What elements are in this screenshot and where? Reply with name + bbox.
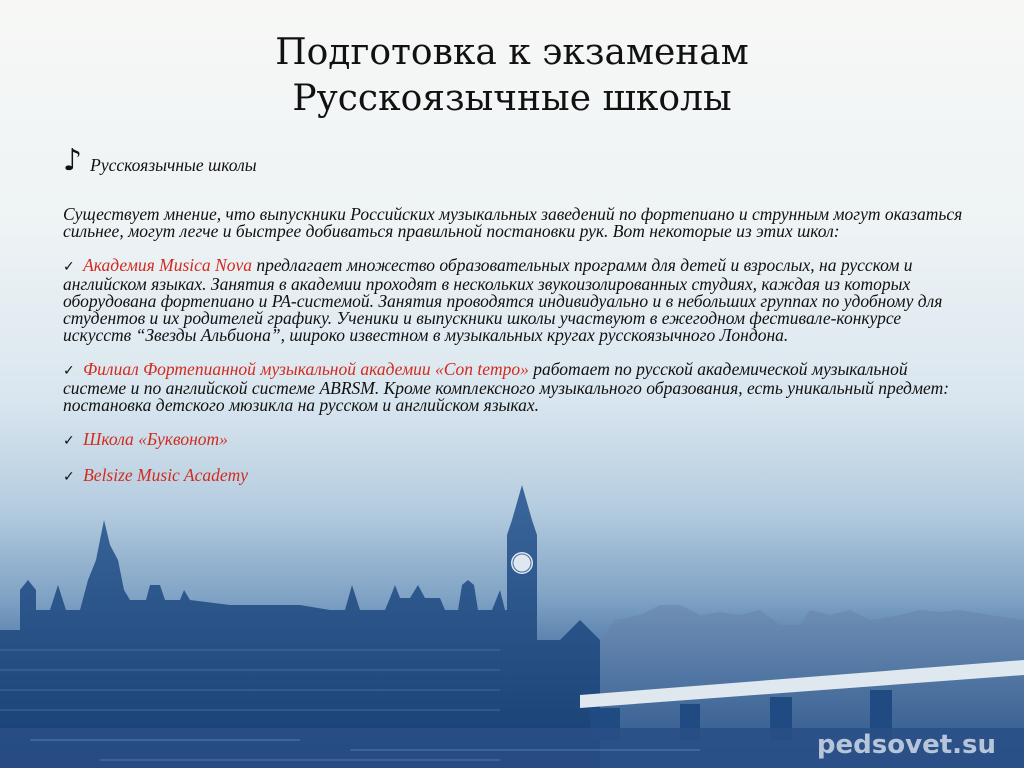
checkmark-icon: ✓ [63, 433, 75, 449]
music-note-icon: ♪ [63, 143, 83, 178]
title-line-1: Подготовка к экзаменам [275, 32, 749, 73]
school-description: работает по русской академической музыкальной системе и по английской системе ABRSM. Кроме комплексного музыкального образования, есть уникальный предмет: постановка детского мюзикла на русском и английском языках. [63, 359, 950, 415]
school-link-bukvonot[interactable]: Школа «Буквонот» [83, 429, 228, 449]
list-item [63, 467, 963, 486]
school-link-con-tempo[interactable]: Филиал Фортепианной музыкальной академии «Con tempo» [83, 359, 529, 379]
checkmark-icon: ✓ [63, 363, 75, 379]
clock-face [511, 552, 533, 574]
checkmark-icon: ✓ [63, 469, 75, 485]
list-item [63, 257, 963, 344]
subtitle: Русскоязычные школы [90, 155, 257, 175]
intro-paragraph: Существует мнение, что выпускники Российских музыкальных заведений по фортепиано и струнным могут оказаться сильнее, могут легче и быстрее добиваться правильной постановки рук. Вот некоторые из этих школ: [63, 204, 963, 241]
slide-content [63, 143, 963, 503]
subtitle-row [63, 143, 963, 178]
slide-title [0, 30, 1024, 122]
watermark: pedsovet.su [816, 730, 996, 760]
school-description: предлагает множество образовательных программ для детей и взрослых, на русском и английском языках. Занятия в академии проходят в нескольких звукоизолированных студиях, каждая из которых оборудована фортепиано и PA-системой. Занятия проводятся индивидуально и в небольших группах по удобному для студентов и их родителей графику. Ученики и выпускники школы участвуют в ежегодном фестивале-конкурсе искусств “Звезды Альбиона”, широко известном в музыкальных кругах русскоязычного Лондона. [63, 255, 943, 345]
list-item [63, 431, 963, 450]
list-item [63, 361, 963, 414]
school-link-belsize[interactable]: Belsize Music Academy [83, 465, 249, 485]
title-line-2: Русскоязычные школы [292, 78, 732, 119]
school-link-musica-nova[interactable]: Академия Musica Nova [83, 255, 252, 275]
checkmark-icon: ✓ [63, 259, 75, 275]
